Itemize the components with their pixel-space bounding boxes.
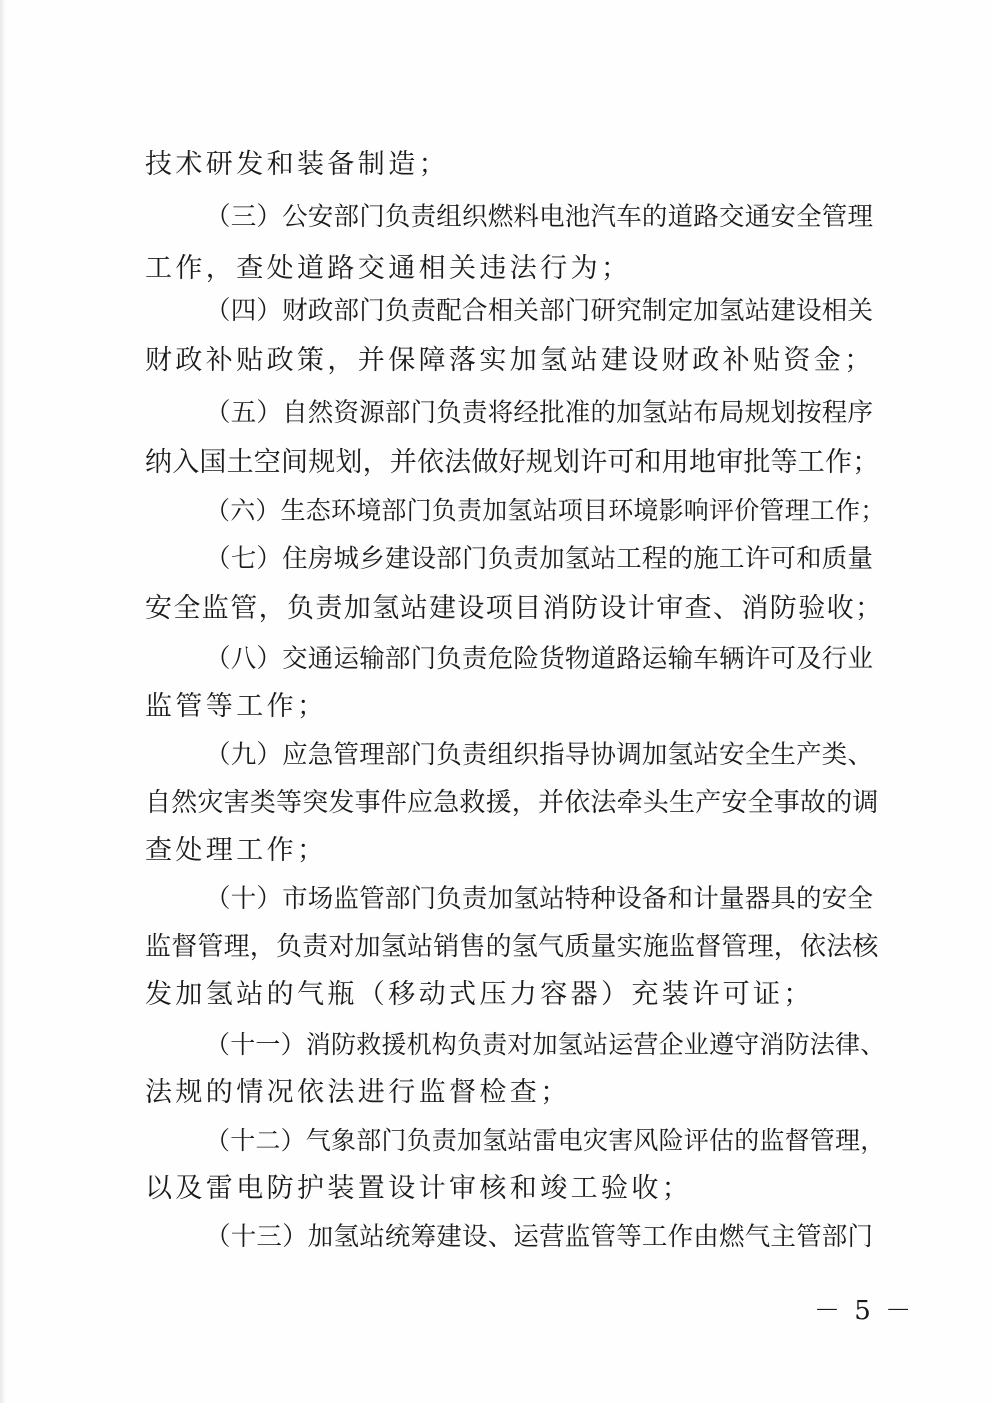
text-line: （四）财政部门负责配合相关部门研究制定加氢站建设相关 xyxy=(205,296,874,326)
text-line: 法规的情况依法进行监督检查； xyxy=(145,1077,571,1108)
text-line: （十二）气象部门负责加氢站雷电灾害风险评估的监督管理， xyxy=(205,1126,886,1155)
text-line: （五）自然资源部门负责将经批准的加氢站布局规划按程序 xyxy=(205,398,874,428)
text-line: （六）生态环境部门负责加氢站项目环境影响评价管理工作； xyxy=(205,496,886,525)
text-line: 自然灾害类等突发事件应急救援，并依法牵头生产安全事故的调 xyxy=(145,788,879,818)
page-number: － 5 － xyxy=(814,1296,915,1326)
text-line: 财政补贴政策，并保障落实加氢站建设财政补贴资金； xyxy=(145,345,875,376)
text-line: （十）市场监管部门负责加氢站特种设备和计量器具的安全 xyxy=(205,884,874,914)
text-line: （三）公安部门负责组织燃料电池汽车的道路交通安全管理 xyxy=(205,202,874,232)
text-line: （九）应急管理部门负责组织指导协调加氢站安全生产类、 xyxy=(205,740,874,770)
text-line: 工作，查处道路交通相关违法行为； xyxy=(145,253,632,284)
text-line: （十三）加氢站统筹建设、运营监管等工作由燃气主管部门 xyxy=(205,1222,874,1252)
text-line: 技术研发和装备制造； xyxy=(145,149,449,180)
text-line: 纳入国土空间规划，并依法做好规划许可和用地审批等工作； xyxy=(145,447,880,478)
text-line: 监管等工作； xyxy=(145,691,328,722)
text-line: 查处理工作； xyxy=(145,835,328,866)
text-line: 监督管理，负责对加氢站销售的氢气质量实施监督管理，依法核 xyxy=(145,932,879,962)
text-line: （七）住房城乡建设部门负责加氢站工程的施工许可和质量 xyxy=(205,544,874,574)
text-line: （十一）消防救援机构负责对加氢站运营企业遵守消防法律、 xyxy=(205,1030,886,1059)
text-line: 以及雷电防护装置设计审核和竣工验收； xyxy=(145,1173,693,1204)
text-line: 安全监管，负责加氢站建设项目消防设计审查、消防验收； xyxy=(145,593,884,624)
text-line: （八）交通运输部门负责危险货物道路运输车辆许可及行业 xyxy=(205,644,874,674)
scan-edge-shadow xyxy=(0,0,6,1403)
text-line: 发加氢站的气瓶（移动式压力容器）充装许可证； xyxy=(145,979,814,1010)
